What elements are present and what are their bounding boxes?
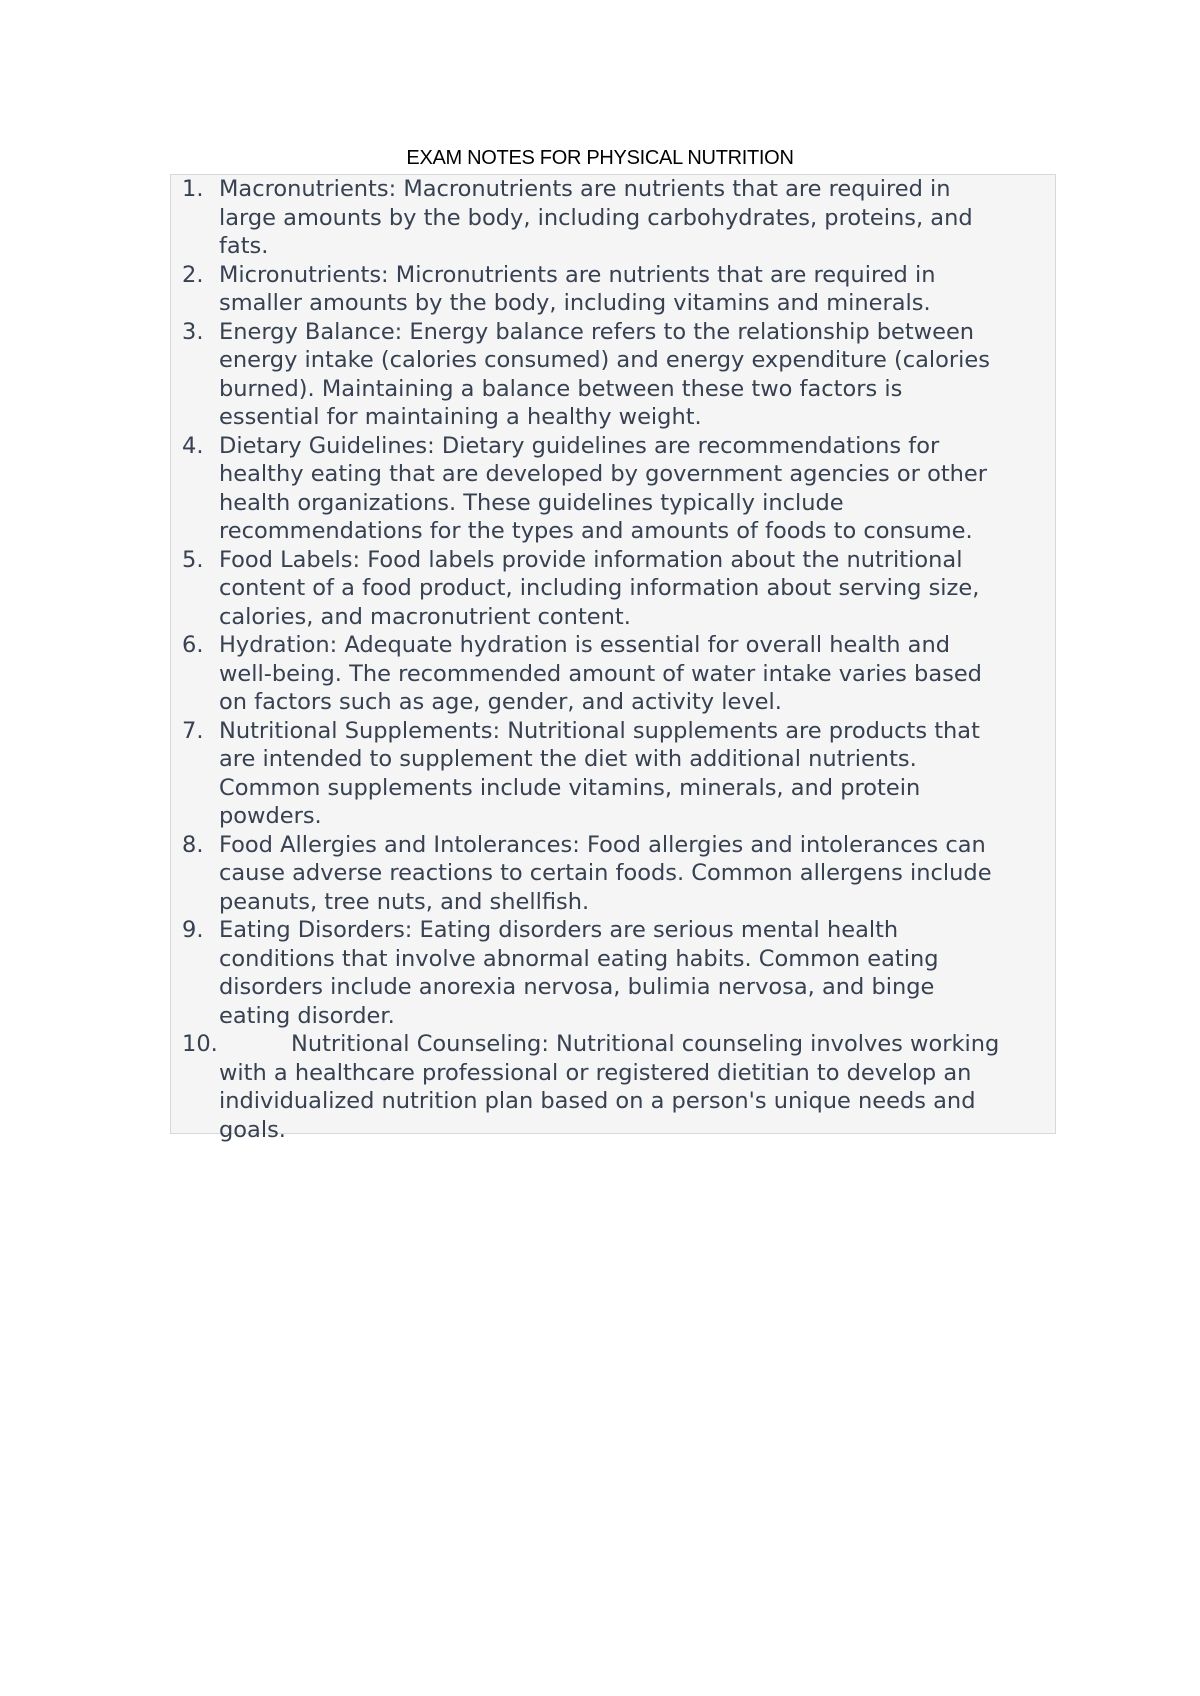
list-item-text: [219, 1030, 1059, 1144]
list-item-line: cause adverse reactions to certain foods. Common allergens include: [219, 860, 992, 886]
list-item-line: well-being. The recommended amount of water intake varies based: [219, 660, 982, 687]
list-item-line: fats.: [219, 233, 269, 259]
list-item-line: healthy eating that are developed by government agencies or other: [219, 461, 988, 487]
list-item-number: 1.: [182, 176, 204, 202]
list-item-line: disorders include anorexia nervosa, bulimia nervosa, and binge: [219, 974, 935, 1000]
list-item-number: 4.: [182, 432, 204, 459]
list-item-number: 8.: [182, 831, 204, 858]
list-item-text: [219, 433, 987, 545]
list-item: [171, 831, 1059, 917]
list-item-text: [219, 262, 935, 317]
list-item-line: Nutritional Counseling: Nutritional counseling involves working: [291, 1031, 1000, 1057]
list-item-line: on factors such as age, gender, and activity level.: [219, 689, 782, 715]
notes-list: [171, 175, 1059, 1144]
list-item-number: 6.: [182, 632, 204, 658]
list-item-line: conditions that involve abnormal eating habits. Common eating: [219, 945, 939, 972]
list-item: [171, 261, 1059, 318]
list-item-line: burned). Maintaining a balance between these two factors is: [219, 375, 903, 402]
list-item-text: [219, 632, 982, 715]
list-item-line: Micronutrients: Micronutrients are nutrients that are required in: [219, 261, 936, 288]
list-item-line: smaller amounts by the body, including vitamins and minerals.: [219, 290, 931, 316]
list-item-number: 5.: [182, 546, 204, 573]
list-item-line: large amounts by the body, including carbohydrates, proteins, and: [219, 204, 973, 231]
list-item: [171, 432, 1059, 546]
list-item: [171, 717, 1059, 831]
list-item-line: Food Allergies and Intolerances: Food allergies and intolerances can: [219, 831, 986, 858]
list-item-text: [219, 547, 979, 630]
list-item: [171, 175, 1059, 261]
list-item-text: [219, 718, 980, 830]
list-item: [171, 546, 1059, 632]
list-item-line: Food Labels: Food labels provide information about the nutritional: [219, 546, 963, 573]
list-item-line: content of a food product, including information about serving size,: [219, 575, 980, 601]
list-item-line: energy intake (calories consumed) and energy expenditure (calories: [219, 347, 990, 373]
list-item-line: Common supplements include vitamins, minerals, and protein: [219, 774, 921, 801]
list-item-line: Dietary Guidelines: Dietary guidelines are recommendations for: [219, 432, 940, 459]
list-item-line: eating disorder.: [219, 1002, 395, 1029]
list-item-number: 2.: [182, 261, 204, 288]
list-item-line: essential for maintaining a healthy weight.: [219, 404, 702, 430]
list-item-line: Eating Disorders: Eating disorders are serious mental health: [219, 917, 899, 943]
list-item-number: 9.: [182, 917, 204, 943]
list-item-number: 3.: [182, 318, 204, 345]
list-item-text: [219, 176, 973, 259]
list-item-line: Macronutrients: Macronutrients are nutrients that are required in: [219, 176, 951, 202]
list-item-number: 10.: [182, 1031, 218, 1057]
list-item-line: Nutritional Supplements: Nutritional supplements are products that: [219, 717, 980, 744]
list-item-text: [219, 917, 939, 1029]
list-item-line: health organizations. These guidelines typically include: [219, 489, 844, 516]
list-item-line: are intended to supplement the diet with additional nutrients.: [219, 746, 917, 772]
notes-box: [170, 174, 1056, 1143]
page-title: EXAM NOTES FOR PHYSICAL NUTRITION: [406, 147, 794, 169]
list-item: [171, 1030, 1059, 1144]
list-item-number: 7.: [182, 717, 204, 744]
list-item-line: with a healthcare professional or registered dietitian to develop an: [219, 1059, 972, 1086]
list-item-text: [219, 319, 990, 431]
list-item-line: Hydration: Adequate hydration is essential for overall health and: [219, 632, 950, 658]
list-item-line: Energy Balance: Energy balance refers to the relationship between: [219, 318, 975, 345]
list-item: [171, 318, 1059, 432]
list-item: [171, 631, 1059, 717]
list-item-line: goals.: [219, 1116, 286, 1143]
list-item-line: recommendations for the types and amounts of foods to consume.: [219, 518, 973, 544]
list-item-text: [219, 832, 992, 915]
list-item-line: powders.: [219, 803, 322, 829]
list-item-line: peanuts, tree nuts, and shellfish.: [219, 888, 590, 915]
list-item-line: individualized nutrition plan based on a person's unique needs and: [219, 1088, 976, 1114]
list-item: [171, 916, 1059, 1030]
list-item-line: calories, and macronutrient content.: [219, 603, 631, 630]
